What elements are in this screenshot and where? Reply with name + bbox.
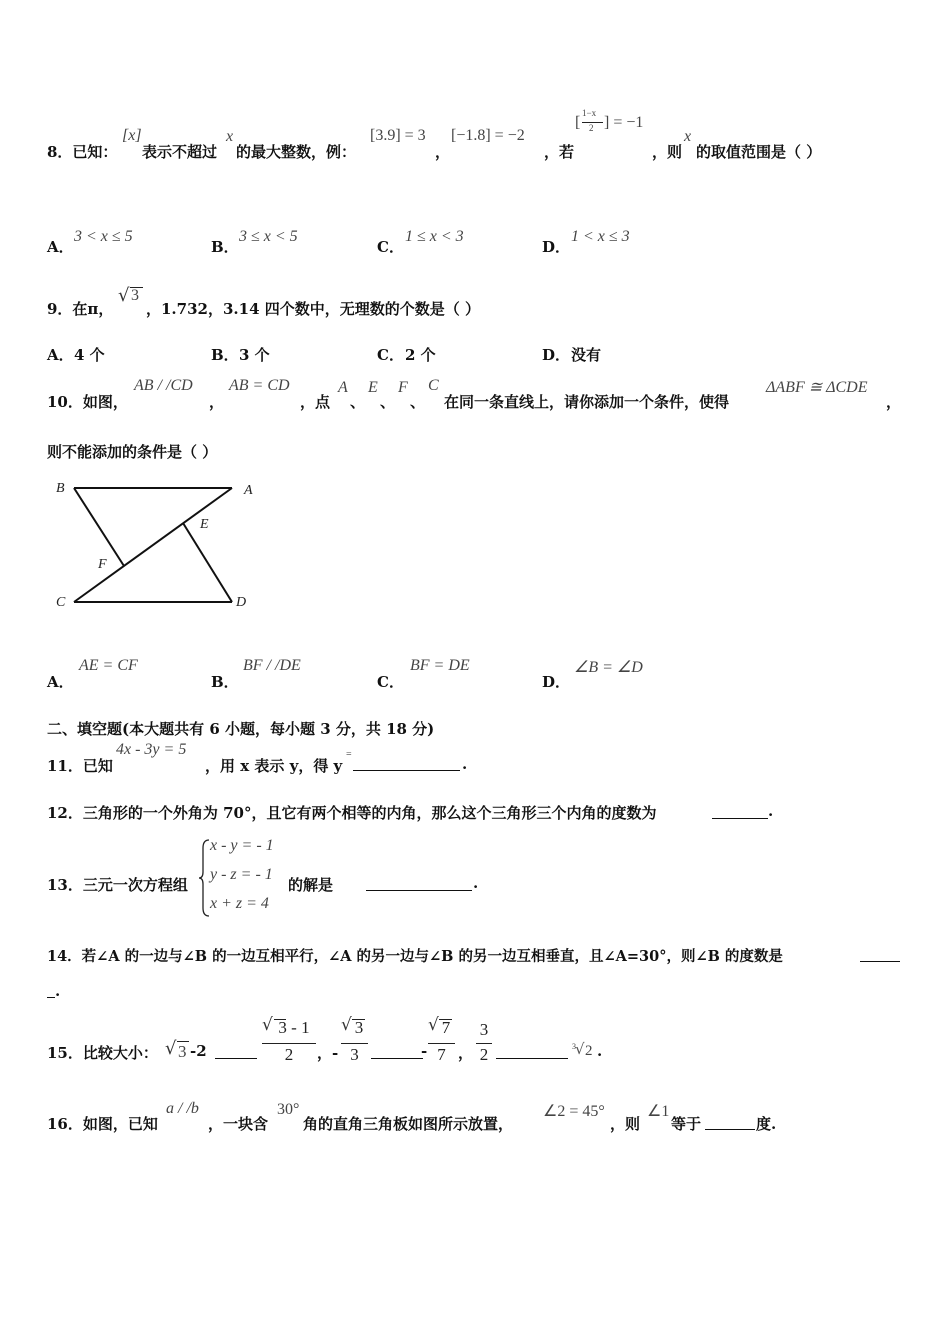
q15-sqrt-sign-f3: √	[428, 1015, 439, 1035]
q9-option-a-value: 4 个	[74, 346, 105, 364]
segment-ac	[74, 488, 232, 602]
q10-text-2: 在同一条直线上，请你添加一个条件，使得	[444, 393, 730, 411]
q11-end: .	[462, 755, 468, 773]
q15-comma: ，	[458, 1044, 474, 1062]
q16-text-3: ，则	[610, 1115, 641, 1133]
q10-point-a: A	[338, 379, 348, 396]
label-f: F	[98, 557, 107, 572]
section-2-heading: 二、填空题(本大题共有 6 小题，每小题 3 分，共 18 分)	[47, 720, 435, 738]
q9-option-c-label: C．	[377, 346, 404, 364]
q10-figure	[40, 470, 280, 620]
q10-point-f: F	[398, 379, 408, 396]
q8-option-a-value: 3 < x ≤ 5	[74, 228, 133, 245]
q16-math-parallel: a / /b	[166, 1100, 199, 1117]
q8-option-c-label: C．	[377, 238, 404, 256]
q13-equation-2: y - z = - 1	[210, 866, 273, 883]
q10-option-c-value: BF = DE	[410, 657, 470, 674]
q10-dun-3: 、	[410, 393, 426, 411]
label-b: B	[56, 481, 65, 496]
q15-f2-numerator: 3	[354, 1018, 364, 1037]
q8-text-1: 表示不超过	[142, 143, 218, 161]
q11-number: 11．已知	[47, 757, 113, 775]
q13-end: .	[473, 874, 479, 892]
q15-f4-numerator: 3	[479, 1020, 489, 1039]
q14-answer-blank[interactable]	[860, 943, 900, 962]
q10-dun-2: 、	[380, 393, 396, 411]
q8-math-floor-x: [x]	[122, 127, 142, 144]
q8-option-d-label: D．	[542, 238, 571, 256]
label-c: C	[56, 595, 66, 610]
q9-option-c-value: 2 个	[405, 346, 436, 364]
q8-number: 8．已知：	[47, 143, 118, 161]
q8-separator: ，	[435, 143, 451, 161]
q16-math-angle2: ∠2 = 45°	[543, 1103, 605, 1120]
q13-equation-1: x - y = - 1	[210, 837, 274, 854]
q9-text-a: 9．在π，	[47, 300, 114, 318]
q15-f4-bar	[476, 1043, 492, 1044]
q8-option-a-label: A．	[47, 238, 74, 256]
q13-text: 的解是	[288, 876, 334, 894]
q15-sqrt-sign-f2: √	[341, 1015, 352, 1035]
q9-option-b-value: 3 个	[239, 346, 270, 364]
q9-option-d-value: 没有	[571, 346, 602, 364]
q9-option-a-label: A．	[47, 346, 74, 364]
label-d: D	[236, 595, 247, 610]
segment-bf	[74, 488, 124, 566]
q10-dun-1: 、	[350, 393, 366, 411]
q9-sqrt-value: 3	[131, 287, 139, 304]
q11-answer-blank[interactable]	[353, 752, 460, 771]
q15-blank-3[interactable]	[496, 1040, 568, 1059]
q16-math-angle1: ∠1	[647, 1103, 670, 1120]
q10-option-a-value: AE = CF	[79, 657, 138, 674]
q10-option-a-label: A．	[47, 673, 74, 691]
q15-cbrt-value: 2	[585, 1043, 593, 1059]
q10-option-b-value: BF / /DE	[243, 657, 301, 674]
q10-option-d-value: ∠B = ∠D	[574, 659, 643, 676]
q8-frac-numerator: 1−x	[582, 108, 597, 118]
q16-number: 16．如图，已知	[47, 1115, 158, 1133]
q15-minus: -	[421, 1042, 428, 1060]
q10-option-c-label: C．	[377, 673, 404, 691]
q11-text: ，用 x 表示 y，得 y	[205, 757, 343, 775]
q10-point-e: E	[368, 379, 378, 396]
q15-f1-sqrt-bar	[274, 1019, 286, 1020]
q11-equation: 4x - 3y = 5	[116, 741, 187, 758]
q13-equation-3: x + z = 4	[210, 895, 269, 912]
q10-math-parallel: AB / /CD	[134, 377, 193, 394]
q14-tail: .	[55, 982, 61, 1000]
q8-option-c-value: 1 ≤ x < 3	[405, 228, 464, 245]
q9-option-b-label: B．	[211, 346, 239, 364]
q8-math-x2: x	[684, 128, 692, 145]
q16-text-5: 度.	[756, 1115, 777, 1133]
q10-math-congruent: ΔABF ≅ ΔCDE	[766, 379, 868, 396]
q15-f2-bar	[341, 1043, 368, 1044]
q13-answer-blank[interactable]	[366, 872, 472, 891]
q12-answer-blank[interactable]	[712, 800, 768, 819]
q9-option-d-label: D．	[542, 346, 571, 364]
q15-cbrt-sign: √	[575, 1040, 585, 1058]
q10-option-b-label: B．	[211, 673, 239, 691]
label-e: E	[200, 517, 209, 532]
segment-ed	[183, 523, 232, 602]
q16-answer-blank[interactable]	[705, 1111, 755, 1130]
q9-sqrt-sign: √	[118, 285, 130, 306]
q10-math-equal: AB = CD	[229, 377, 290, 394]
q8-option-d-value: 1 < x ≤ 3	[571, 228, 630, 245]
q8-bracket-close: ] = −1	[604, 114, 644, 131]
q10-point-c: C	[428, 377, 439, 394]
q11-equal-sign: =	[346, 749, 352, 760]
q15-blank-2[interactable]	[371, 1040, 423, 1059]
q10-option-d-label: D．	[542, 673, 571, 691]
q10-text-1: ，点	[300, 393, 331, 411]
q8-text-2: 的最大整数，例：	[236, 143, 357, 161]
q15-f2-denominator: 3	[350, 1045, 359, 1064]
q16-text-4: 等于	[671, 1115, 702, 1133]
q8-bracket-open: [	[575, 114, 581, 131]
q15-f3-bar	[428, 1043, 455, 1044]
q12-end: .	[768, 802, 774, 820]
q10-number: 10．如图，	[47, 393, 128, 411]
q15-sqrt-sign-f1: √	[262, 1015, 273, 1035]
q8-option-b-label: B．	[211, 238, 239, 256]
q14-text: 14．若∠A 的一边与∠B 的一边互相平行，∠A 的另一边与∠B 的另一边互相垂直，且∠A=30°，则∠B 的度数是	[47, 948, 783, 965]
q15-f1-bar	[262, 1043, 316, 1044]
q12-text: 12．三角形的一个外角为 70°，且它有两个相等的内角，那么这个三角形三个内角的度数为	[47, 804, 657, 822]
q15-neg: ，-	[317, 1044, 339, 1062]
q15-text: 15．比较大小：	[47, 1044, 158, 1062]
q10-separator: ，	[209, 393, 225, 411]
q15-end: .	[597, 1042, 603, 1060]
q8-math-x: x	[226, 128, 234, 145]
q15-f3-denominator: 7	[437, 1045, 446, 1064]
q8-option-b-value: 3 ≤ x < 5	[239, 228, 298, 245]
q15-blank-1[interactable]	[215, 1040, 257, 1059]
q15-f2-sqrt-bar	[352, 1019, 365, 1020]
q10-text-3: ，	[886, 393, 902, 411]
q9-text-b: ，1.732，3.14 四个数中，无理数的个数是（ ）	[146, 300, 480, 318]
label-a: A	[244, 483, 253, 498]
q8-frac-denominator: 2	[589, 123, 594, 133]
q15-a-suffix: -2	[190, 1042, 207, 1060]
q8-example-1: [3.9] = 3	[370, 127, 426, 144]
q16-text-1: ，一块含	[208, 1115, 269, 1133]
q8-text-3: ，若	[544, 143, 575, 161]
q15-f4-denominator: 2	[479, 1045, 489, 1064]
q13-number: 13．三元一次方程组	[47, 876, 188, 894]
q8-example-2: [−1.8] = −2	[451, 127, 525, 144]
q14-answer-blank-cont[interactable]	[47, 979, 55, 998]
q8-text-4: ，则	[652, 143, 683, 161]
q15-f1-numerator: 3 - 1	[278, 1018, 310, 1037]
q15-sqrt-sign-a: √	[165, 1038, 177, 1059]
q15-f3-sqrt-bar	[439, 1019, 452, 1020]
q16-text-2: 角的直角三角板如图所示放置，	[303, 1115, 514, 1133]
q15-f3-numerator: 7	[441, 1018, 451, 1037]
q15-cbrt-index: 3	[572, 1042, 576, 1051]
q15-f1-denominator: 2	[284, 1045, 294, 1064]
q15-sqrt-a: 3	[178, 1042, 187, 1061]
q8-text-5: 的取值范围是（ ）	[696, 143, 822, 161]
q16-math-30: 30°	[277, 1101, 300, 1118]
q10-line-2: 则不能添加的条件是（ ）	[47, 443, 218, 461]
